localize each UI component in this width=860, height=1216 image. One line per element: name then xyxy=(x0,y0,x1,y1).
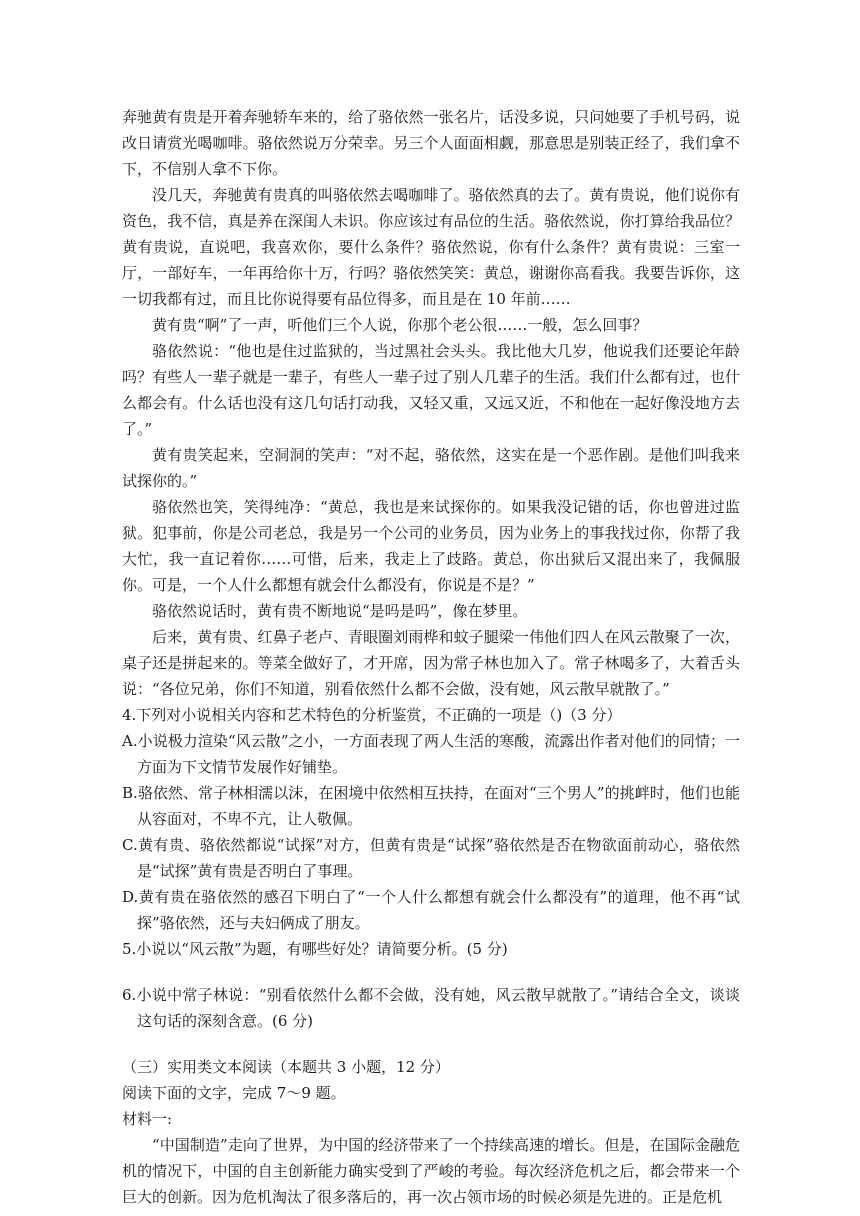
question-6: 6.小说中常子林说：“别看依然什么都不会做，没有她，风云散早就散了。”请结合全文，谈谈这句话的深刻含意。(6 分) xyxy=(122,986,740,1030)
material-paragraph: “中国制造”走向了世界，为中国的经济带来了一个持续高速的增长。但是，在国际金融危机的情况下，中国的自主创新能力确实受到了严峻的考验。每次经济危机之后，都会带来一个巨大的创新。因为危机淘汰了很多落后的，再一次占领市场的时候必须是先进的。正是危机 xyxy=(122,1136,740,1206)
question-4-option-d: D.黄有贵在骆依然的感召下明白了“一个人什么都想有就会什么都没有”的道理，他不再“试探”骆依然，还与夫妇俩成了朋友。 xyxy=(122,888,740,932)
answer-space xyxy=(122,962,740,982)
story-paragraph: 骆依然说话时，黄有贵不断地说“是吗是吗”，像在梦里。 xyxy=(152,602,528,620)
question-5: 5.小说以“风云散”为题，有哪些好处？请简要分析。(5 分) xyxy=(122,940,508,958)
story-paragraph: 黄有贵“啊”了一声，听他们三个人说，你那个老公很……一般，怎么回事？ xyxy=(152,316,648,334)
story-paragraph: 骆依然说：“他也是住过监狱的，当过黑社会头头。我比他大几岁，他说我们还要论年龄吗？有些人一辈子就是一辈子，有些人一辈子过了别人几辈子的生活。我们什么都有过，也什么都会有。什么话也没有这几句话打动我，又轻又重，又远又近，不和他在一起好像没地方去了。” xyxy=(122,342,740,438)
question-4-stem: 4.下列对小说相关内容和艺术特色的分析鉴赏，不正确的一项是（)（3 分） xyxy=(122,706,622,724)
story-paragraph: 没几天，奔驰黄有贵真的叫骆依然去喝咖啡了。骆依然真的去了。黄有贵说，他们说你有资色，我不信，真是养在深闺人未识。你应该过有品位的生活。骆依然说，你打算给我品位？黄有贵说，直说吧，我喜欢你，要什么条件？骆依然说，你有什么条件？黄有贵说：三室一厅，一部好车，一年再给你十万，行吗？骆依然笑笑：黄总，谢谢你高看我。我要告诉你，这一切我都有过，而且比你说得要有品位得多，而且是在 10 年前…… xyxy=(122,186,740,308)
story-paragraph: 奔驰黄有贵是开着奔驰轿车来的，给了骆依然一张名片，话没多说，只问她要了手机号码，说改日请赏光喝咖啡。骆依然说万分荣幸。另三个人面面相觑，那意思是别装正经了，我们拿不下，不信别人拿不下你。 xyxy=(122,108,740,178)
story-paragraph: 骆依然也笑，笑得纯净：“黄总，我也是来试探你的。如果我没记错的话，你也曾进过监狱。犯事前，你是公司老总，我是另一个公司的业务员，因为业务上的事我找过你，你帮了我大忙，我一直记着你……可惜，后来，我走上了歧路。黄总，你出狱后又混出来了，我佩服你。可是，一个人什么都想有就会什么都没有，你说是不是？” xyxy=(122,498,740,594)
question-4-option-c: C.黄有贵、骆依然都说“试探”对方，但黄有贵是“试探”骆依然是否在物欲面前动心，骆依然是“试探”黄有贵是否明白了事理。 xyxy=(122,836,740,880)
section-instruction: 阅读下面的文字，完成 7～9 题。 xyxy=(122,1084,346,1102)
document-body xyxy=(122,104,740,1210)
story-paragraph: 黄有贵笑起来，空洞洞的笑声：“对不起，骆依然，这实在是一个恶作剧。是他们叫我来试探你的。” xyxy=(122,446,740,490)
section-heading: （三）实用类文本阅读（本题共 3 小题，12 分） xyxy=(122,1058,450,1076)
story-paragraph: 后来，黄有贵、红鼻子老卢、青眼圈刘雨桦和蚊子腿梁一伟他们四人在风云散聚了一次，桌子还是拼起来的。等菜全做好了，才开席，因为常子林也加入了。常子林喝多了，大着舌头说：“各位兄弟，你们不知道，别看依然什么都不会做，没有她，风云散早就散了。” xyxy=(122,628,740,698)
question-4-option-b: B.骆依然、常子林相濡以沫，在困境中依然相互扶持，在面对“三个男人”的挑衅时，他们也能从容面对，不卑不亢，让人敬佩。 xyxy=(122,784,740,828)
answer-space xyxy=(122,1034,740,1054)
question-4-option-a: A.小说极力渲染“风云散”之小，一方面表现了两人生活的寒酸，流露出作者对他们的同情；一方面为下文情节发展作好铺垫。 xyxy=(122,732,740,776)
material-label: 材料一: xyxy=(122,1110,173,1128)
